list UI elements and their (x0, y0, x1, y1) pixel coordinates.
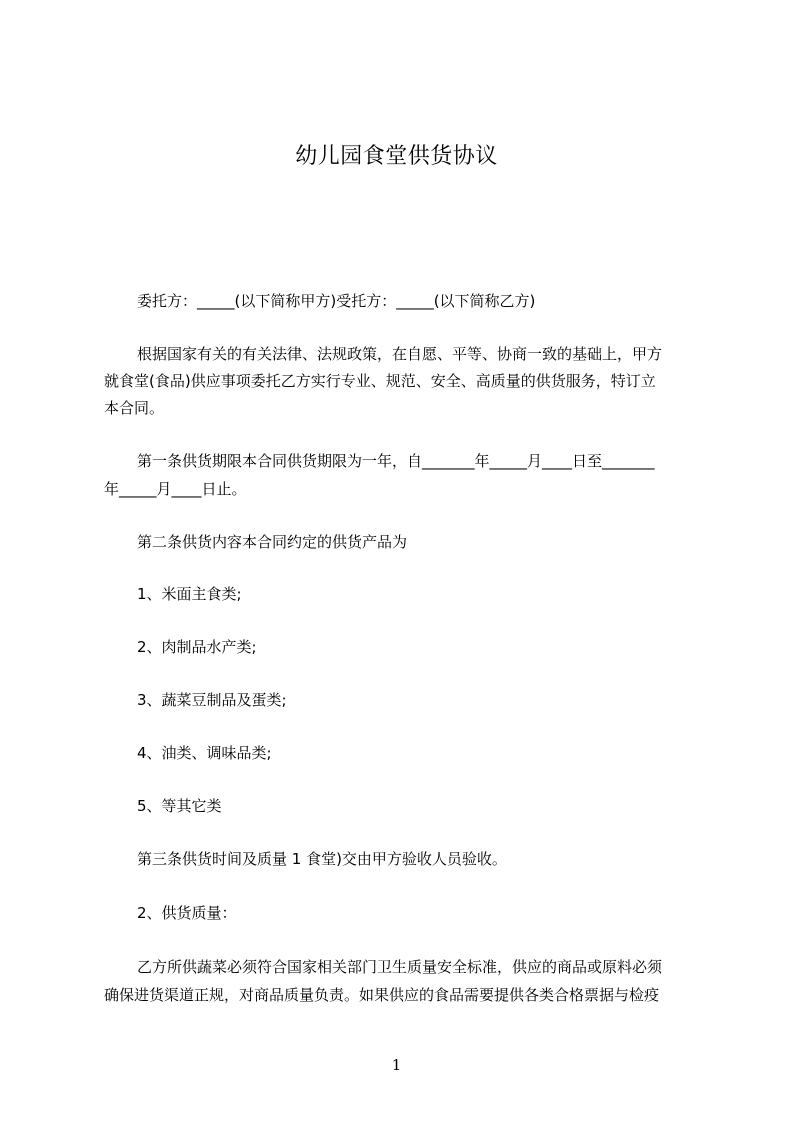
page-number: 1 (391, 1056, 402, 1074)
preamble-line-1: 根据国家有关的有关法律、法规政策，在自愿、平等、协商一致的基础上，甲方 (137, 345, 663, 363)
list-item-1: 1、米面主食类; (137, 585, 242, 603)
document-title: 幼儿园食堂供货协议 (295, 144, 498, 169)
quality-line-1: 乙方所供蔬菜必须符合国家相关部门卫生质量安全标准，供应的商品或原料必须 (137, 958, 663, 976)
parties-line: 委托方：_____(以下简称甲方)受托方：_____(以下简称乙方) (137, 292, 536, 310)
list-item-2: 2、肉制品水产类; (137, 638, 257, 656)
preamble-line-2: 就食堂(食品)供应事项委托乙方实行专业、规范、安全、高质量的供货服务，特订立 (104, 372, 656, 390)
supply-quality-heading: 2、供货质量： (137, 904, 237, 922)
preamble-line-3: 本合同。 (104, 399, 165, 417)
article-1-line-2: 年_____月____日止。 (104, 480, 247, 498)
list-item-3: 3、蔬菜豆制品及蛋类; (137, 691, 287, 709)
article-3-heading: 第三条供货时间及质量 1 食堂)交由甲方验收人员验收。 (137, 850, 507, 868)
article-2-heading: 第二条供货内容本合同约定的供货产品为 (137, 533, 408, 551)
list-item-5: 5、等其它类 (137, 797, 222, 815)
article-1-line-1: 第一条供货期限本合同供货期限为一年，自_______年_____月____日至_______ (137, 452, 655, 470)
quality-line-2: 确保进货渠道正规，对商品质量负责。如果供应的食品需要提供各类合格票据与检疫 (104, 986, 660, 1004)
list-item-4: 4、油类、调味品类; (137, 744, 272, 762)
